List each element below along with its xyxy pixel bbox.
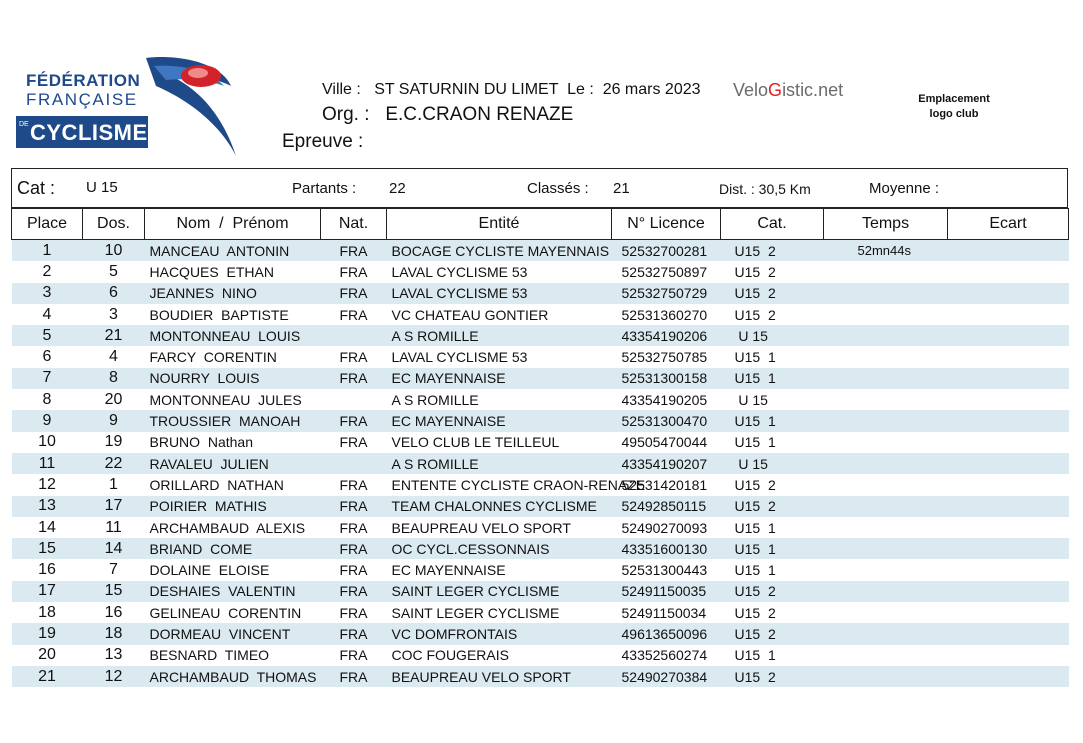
ville-label: Ville : [322, 81, 361, 98]
col-cat-header: Cat. [721, 209, 824, 240]
col-ecart-header: Ecart [948, 209, 1069, 240]
cell-nom: GELINEAU CORENTIN [149, 604, 302, 621]
table-row [12, 389, 1069, 410]
cell-ecart [948, 645, 1069, 666]
cell-ecart [948, 410, 1069, 431]
classes-label: Classés : [527, 180, 589, 197]
org-label: Org. : [322, 104, 370, 125]
cell-temps [824, 496, 948, 517]
cell-nat [321, 453, 387, 474]
organizer-line [322, 104, 573, 126]
velogistic-g: G [768, 80, 783, 100]
cell-nat: FRA [321, 538, 387, 559]
cell-ecart [948, 581, 1069, 602]
cell-ecart [948, 496, 1069, 517]
table-row [12, 645, 1069, 666]
cell-entite: SAINT LEGER CYCLISME [391, 604, 560, 621]
cell-licence: 52532700281 [612, 240, 721, 262]
cell-entite: LAVAL CYCLISME 53 [387, 283, 612, 304]
cell-ecart [948, 261, 1069, 282]
cell-nat: FRA [339, 476, 368, 493]
cell-licence: 43352560274 [621, 647, 708, 664]
cell-nom: BOUDIER BAPTISTE [149, 306, 289, 323]
cell-licence: 52492850115 [612, 496, 721, 517]
date-label: Le : [567, 81, 594, 98]
cell-ecart [948, 432, 1069, 453]
cell-place: 14 [38, 518, 56, 536]
cell-temps [824, 304, 948, 325]
cell-nat: FRA [321, 240, 387, 262]
cell-nat: FRA [339, 604, 368, 621]
cell-place: 11 [12, 453, 83, 474]
cell-cat: U15 2 [734, 263, 776, 280]
cell-cat: U15 1 [721, 538, 824, 559]
cell-ecart [948, 389, 1069, 410]
cell-place: 4 [42, 305, 52, 323]
table-row [12, 432, 1069, 453]
cell-place: 8 [42, 390, 52, 408]
cell-nat: FRA [339, 647, 368, 664]
cell-dos: 10 [83, 240, 145, 262]
cell-place: 5 [12, 325, 83, 346]
table-row [12, 410, 1069, 431]
cell-temps [824, 283, 948, 304]
cell-ecart [948, 346, 1069, 367]
cell-temps [824, 410, 948, 431]
cell-temps [824, 645, 948, 666]
cell-entite: BOCAGE CYCLISTE MAYENNAIS [387, 240, 612, 262]
table-row [12, 368, 1069, 389]
cell-cat: U15 2 [734, 306, 776, 323]
cell-ecart [948, 283, 1069, 304]
cell-entite: EC MAYENNAISE [387, 410, 612, 431]
cat-label: Cat : [17, 178, 56, 198]
cell-dos: 22 [83, 453, 145, 474]
cell-dos: 1 [109, 475, 118, 493]
table-row [12, 283, 1069, 304]
velogistic-brand [733, 80, 843, 101]
cell-entite: VC DOMFRONTAIS [387, 623, 612, 644]
cell-temps [824, 474, 948, 495]
cell-nom: MONTONNEAU LOUIS [145, 325, 321, 346]
col-nom-header: Nom / Prénom [145, 209, 321, 240]
club-logo-placeholder [880, 92, 1028, 122]
cell-nom: BRUNO Nathan [149, 434, 253, 451]
cell-nom: POIRIER MATHIS [145, 496, 321, 517]
cell-entite: ENTENTE CYCLISTE CRAON-RENAZE [391, 476, 646, 493]
cell-cat: U15 2 [734, 476, 776, 493]
cell-cat: U15 1 [734, 434, 776, 451]
cell-licence: 52532750897 [621, 263, 708, 280]
distance: Dist. : 30,5 Km [719, 181, 811, 197]
cell-licence: 43351600130 [612, 538, 721, 559]
cell-dos: 14 [83, 538, 145, 559]
cell-nat [321, 325, 387, 346]
logo-band-text: CYCLISME [30, 120, 148, 145]
cell-place: 13 [12, 496, 83, 517]
table-row [12, 261, 1069, 282]
cell-dos: 16 [104, 603, 123, 621]
cell-licence: 43354190205 [621, 391, 708, 408]
cell-place: 21 [12, 666, 83, 687]
cell-entite: LAVAL CYCLISME 53 [391, 349, 528, 366]
cell-temps [824, 538, 948, 559]
cell-cat: U15 2 [721, 666, 824, 687]
velogistic-post: istic.net [782, 80, 844, 100]
cell-entite: EC MAYENNAISE [387, 368, 612, 389]
cell-licence: 52531420181 [621, 476, 708, 493]
moyenne-label: Moyenne : [869, 180, 940, 197]
logo-band-prefix: DE [19, 121, 29, 128]
club-logo-line1: Emplacement [918, 93, 990, 105]
cell-nat: FRA [339, 434, 368, 451]
cell-place: 2 [42, 262, 52, 280]
cell-nom: BESNARD TIMEO [149, 647, 270, 664]
table-row [12, 474, 1069, 495]
cat-value: U 15 [86, 179, 118, 196]
epreuve-label: Epreuve : [282, 131, 364, 152]
cell-cat: U15 1 [721, 410, 824, 431]
cell-nat: FRA [321, 581, 387, 602]
cell-licence: 49613650096 [612, 623, 721, 644]
table-row [12, 517, 1069, 538]
cell-entite: BEAUPREAU VELO SPORT [387, 666, 612, 687]
col-entite-header: Entité [387, 209, 612, 240]
cell-dos: 13 [104, 646, 123, 664]
cell-place: 7 [12, 368, 83, 389]
cell-cat: U15 1 [734, 562, 776, 579]
col-licence-header: N° Licence [612, 209, 721, 240]
cell-cat: U 15 [721, 325, 824, 346]
cell-temps [824, 517, 948, 538]
cell-dos: 4 [109, 348, 118, 366]
cell-licence: 52491150035 [612, 581, 721, 602]
cell-nom: ARCHAMBAUD ALEXIS [149, 519, 306, 536]
cell-nat: FRA [339, 562, 368, 579]
cell-temps [824, 559, 948, 580]
ville-value: ST SATURNIN DU LIMET [374, 81, 559, 98]
logo-line2: FRANÇAISE [26, 90, 138, 109]
cell-nom: NOURRY LOUIS [145, 368, 321, 389]
col-place-header: Place [12, 209, 83, 240]
cell-licence: 52531300443 [621, 562, 708, 579]
cell-place: 17 [12, 581, 83, 602]
cell-licence: 52531360270 [621, 306, 708, 323]
cell-licence: 52491150034 [621, 604, 707, 621]
cell-nat: FRA [339, 263, 368, 280]
table-header-row [12, 209, 1069, 240]
cell-ecart [948, 304, 1069, 325]
cell-nat: FRA [321, 666, 387, 687]
cell-temps [824, 666, 948, 687]
cell-entite: LAVAL CYCLISME 53 [391, 263, 528, 280]
cell-nom: FARCY CORENTIN [149, 349, 277, 366]
cell-cat: U15 1 [734, 519, 776, 536]
cell-temps [824, 432, 948, 453]
cell-licence: 52531300158 [612, 368, 721, 389]
cell-entite: EC MAYENNAISE [391, 562, 506, 579]
cell-licence: 49505470044 [621, 434, 708, 451]
cell-ecart [948, 368, 1069, 389]
cell-nat: FRA [321, 623, 387, 644]
cell-ecart [948, 559, 1069, 580]
classes-value: 21 [613, 180, 630, 197]
cell-nom: MONTONNEAU JULES [149, 391, 302, 408]
cell-cat: U15 2 [721, 623, 824, 644]
results-table [11, 208, 1069, 687]
cell-dos: 5 [109, 262, 118, 280]
venue-line [322, 81, 701, 99]
table-row [12, 559, 1069, 580]
cell-place: 15 [12, 538, 83, 559]
cell-temps [824, 368, 948, 389]
table-row [12, 453, 1069, 474]
col-nat-header: Nat. [321, 209, 387, 240]
cell-dos: 3 [109, 305, 118, 323]
cell-nom: ORILLARD NATHAN [149, 476, 284, 493]
cell-cat: U15 1 [721, 368, 824, 389]
epreuve-line [282, 131, 369, 153]
col-dos-header: Dos. [83, 209, 145, 240]
col-temps-header: Temps [824, 209, 948, 240]
cell-place: 16 [38, 561, 56, 579]
cell-cat: U15 2 [721, 496, 824, 517]
org-value: E.C.CRAON RENAZE [385, 104, 574, 125]
cell-nat: FRA [321, 368, 387, 389]
cell-licence: 52532750785 [621, 349, 708, 366]
cell-cat: U 15 [721, 453, 824, 474]
cell-temps [824, 325, 948, 346]
cell-nom: DORMEAU VINCENT [145, 623, 321, 644]
cell-dos: 17 [83, 496, 145, 517]
ffc-logo-band [16, 116, 148, 148]
cell-nom: BRIAND COME [145, 538, 321, 559]
table-row [12, 538, 1069, 559]
cell-entite: A S ROMILLE [387, 325, 612, 346]
ffc-logo-text [26, 71, 141, 109]
cell-nom: JEANNES NINO [145, 283, 321, 304]
cell-nom: TROUSSIER MANOAH [145, 410, 321, 431]
date-value: 26 mars 2023 [602, 81, 701, 98]
cell-nom: HACQUES ETHAN [149, 263, 274, 280]
cell-cat: U15 2 [721, 240, 824, 262]
cell-nat: FRA [339, 519, 368, 536]
partants-value: 22 [389, 180, 406, 197]
cell-place: 9 [12, 410, 83, 431]
cell-cat: U15 1 [734, 647, 776, 664]
cell-cat: U15 2 [721, 581, 824, 602]
cell-licence: 52532750729 [612, 283, 721, 304]
table-row [12, 304, 1069, 325]
cell-nat: FRA [339, 349, 368, 366]
cell-temps [824, 453, 948, 474]
cell-ecart [948, 325, 1069, 346]
cell-entite: TEAM CHALONNES CYCLISME [387, 496, 612, 517]
logo-line1: FÉDÉRATION [26, 71, 141, 90]
cell-ecart [948, 240, 1069, 262]
cell-nat: FRA [339, 306, 368, 323]
cell-entite: VC CHATEAU GONTIER [391, 306, 549, 323]
cell-place: 10 [38, 433, 56, 451]
table-row [12, 602, 1069, 623]
cell-place: 19 [12, 623, 83, 644]
cell-ecart [948, 453, 1069, 474]
cell-nom: ARCHAMBAUD THOMAS [145, 666, 321, 687]
cell-temps [824, 346, 948, 367]
cell-cat: U 15 [734, 391, 768, 408]
cell-temps [824, 623, 948, 644]
cell-cat: U15 2 [734, 604, 776, 621]
table-row [12, 581, 1069, 602]
velogistic-pre: Velo [733, 80, 769, 100]
club-logo-line2: logo club [929, 108, 979, 120]
cell-ecart [948, 602, 1069, 623]
cell-place: 18 [38, 603, 56, 621]
cell-licence: 43354190207 [612, 453, 721, 474]
cell-licence: 52490270093 [621, 519, 708, 536]
cell-nom: DESHAIES VALENTIN [145, 581, 321, 602]
cell-temps: 52mn44s [824, 240, 948, 262]
table-row [12, 623, 1069, 644]
table-row [12, 240, 1069, 262]
cell-place: 12 [38, 475, 56, 493]
cell-dos: 6 [83, 283, 145, 304]
table-row [12, 496, 1069, 517]
cell-nom: MANCEAU ANTONIN [145, 240, 321, 262]
cell-nom: RAVALEU JULIEN [145, 453, 321, 474]
cell-licence: 52531300470 [612, 410, 721, 431]
cell-dos: 21 [83, 325, 145, 346]
cell-dos: 8 [83, 368, 145, 389]
cell-dos: 7 [109, 561, 118, 579]
cell-entite: A S ROMILLE [391, 391, 479, 408]
cell-entite: A S ROMILLE [387, 453, 612, 474]
table-row [12, 325, 1069, 346]
cell-dos: 18 [83, 623, 145, 644]
cell-entite: VELO CLUB LE TEILLEUL [391, 434, 560, 451]
cell-temps [824, 602, 948, 623]
cell-cat: U15 1 [734, 349, 776, 366]
cell-nat: FRA [321, 283, 387, 304]
cell-ecart [948, 666, 1069, 687]
cell-nat: FRA [321, 410, 387, 431]
cell-dos: 12 [83, 666, 145, 687]
cell-nat [321, 389, 387, 410]
cell-nat: FRA [321, 496, 387, 517]
cell-dos: 11 [105, 518, 122, 536]
cell-licence: 52490270384 [612, 666, 721, 687]
cell-cat: U15 2 [721, 283, 824, 304]
cell-dos: 20 [104, 390, 123, 408]
cell-ecart [948, 517, 1069, 538]
cell-entite: BEAUPREAU VELO SPORT [391, 519, 571, 536]
cell-place: 3 [12, 283, 83, 304]
cell-ecart [948, 623, 1069, 644]
cell-place: 6 [42, 348, 52, 366]
cell-entite: SAINT LEGER CYCLISME [387, 581, 612, 602]
cell-temps [824, 389, 948, 410]
cell-place: 1 [12, 240, 83, 262]
cell-place: 20 [38, 646, 56, 664]
table-row [12, 346, 1069, 367]
cell-dos: 9 [83, 410, 145, 431]
cell-dos: 19 [104, 433, 123, 451]
cell-entite: OC CYCL.CESSONNAIS [387, 538, 612, 559]
table-row [12, 666, 1069, 687]
cell-nom: DOLAINE ELOISE [149, 562, 270, 579]
cell-licence: 43354190206 [612, 325, 721, 346]
cell-ecart [948, 538, 1069, 559]
cell-ecart [948, 474, 1069, 495]
cell-temps [824, 261, 948, 282]
cell-temps [824, 581, 948, 602]
partants-label: Partants : [292, 180, 357, 197]
cell-dos: 15 [83, 581, 145, 602]
cell-entite: COC FOUGERAIS [391, 647, 509, 664]
ffc-swoosh-icon [136, 56, 278, 164]
